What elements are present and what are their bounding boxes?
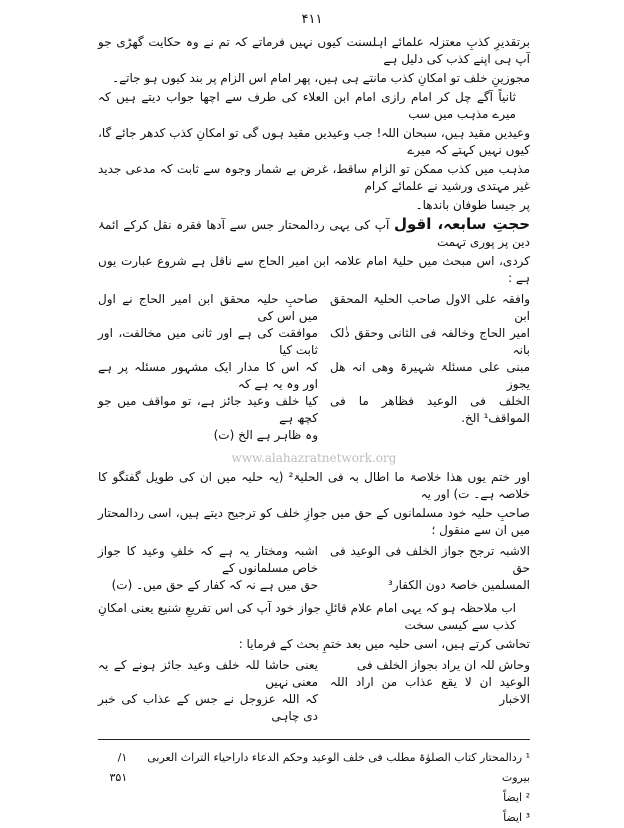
urdu-translation-line: کیا خلف وعید جائز ہے، تو مواقف میں جو کچھ ہے <box>98 394 318 425</box>
heading-line <box>98 216 530 251</box>
urdu-column <box>98 543 318 594</box>
quote-block-3 <box>98 657 530 725</box>
urdu-translation-line: وہ ظاہر ہے الخ (ت) <box>213 428 318 442</box>
arabic-column <box>330 657 530 725</box>
arabic-quote-line: الوعید ان لا یقع عذاب من اراد اللہ الاخبار <box>330 675 530 706</box>
urdu-translation-line: کہ اس کا مدار ایک مشہور مسئلہ پر ہے اور وہ یہ ہے کہ <box>98 360 318 391</box>
urdu-translation-line: صاحبِ حلیہ محقق ابن امیر الحاج نے اول میں اس کی <box>98 292 318 323</box>
quote-block-1 <box>98 291 530 444</box>
arabic-quote-line: وافقہ علی الاول صاحب الحلیۃ المحقق ابن <box>330 292 530 323</box>
urdu-column <box>98 291 318 444</box>
body-line: برتقدیرِ کذبِ معتزلہ علمائے اہلسنت کیوں نہیں فرماتے کہ تم نے وہ حکایت گھڑی جو آپ ہی اپنے کذب کی دلیل ہے <box>98 35 530 66</box>
body-line: ثانیاً آگے چل کر امام رازی امام ابن العلاء کی طرف سے اچھا جواب دیتے ہیں کہ میرے مذہب میں سب <box>98 90 516 121</box>
body-line: کردی، اس مبحث میں حلیۂ امام علامہ ابن امیر الحاج سے ناقل ہے شروع عبارت یوں ہے : <box>98 254 530 285</box>
body-line: صاحبِ حلیہ خود مسلمانوں کے حق میں جوازِ خلف کو ترجیح دیتے ہیں، اسی ردالمحتار میں ان سے منقول ؛ <box>98 506 530 537</box>
arabic-quote-line: المسلمین خاصۃ دون الکفار³ <box>388 578 530 592</box>
section-heading: حجتِ سابعہ، اقول <box>394 215 531 233</box>
urdu-translation-line: حق میں ہے نہ کہ کفار کے حق میں۔ (ت) <box>111 578 318 592</box>
footnote: ³ ایضاً <box>503 811 530 824</box>
arabic-quote-line: مبنی علی مسئلۃ شہیرۃ وھی انہ ھل یجوز <box>330 360 530 391</box>
arabic-quote-line: الاشبہ ترجح جواز الخلف فی الوعید فی حق <box>330 544 530 575</box>
watermark: www.alahazratnetwork.org <box>231 451 397 465</box>
urdu-translation-line: موافقت کی ہے اور ثانی میں مخالفت، اور ثابت کیا <box>98 326 318 357</box>
page-body <box>98 34 530 828</box>
footnote: ² ایضاً <box>503 791 530 804</box>
footnote: ¹ ردالمحتار کتاب الصلوٰۃ مطلب فی خلف الوعید وحکم الدعاء داراحیاء التراث العربی بیروت <box>147 751 530 784</box>
body-line: پر جیسا طوفان باندھا۔ <box>415 198 530 212</box>
arabic-quote-line: وحاش للہ ان یراد بجواز الخلف فی <box>356 658 530 672</box>
urdu-column <box>98 657 318 725</box>
body-line: اب ملاحظہ ہو کہ یہی امام علام قائلِ جواز خود آپ کی اس تفریعِ شنیع یعنی امکانِ کذب سے کیسی سخت <box>98 601 516 632</box>
arabic-quote-line: الخلف فی الوعید فظاھر ما فی المواقف¹ الخ. <box>330 394 530 425</box>
body-line: تحاشی کرتے ہیں، اسی حلیہ میں بعد ختمِ بحث کے فرمایا : <box>238 637 530 651</box>
body-line: مجوزینِ خلف تو امکانِ کذب مانتے ہی ہیں، پھر امام اس الزام پر بند کیوں ہو جاتے۔ <box>112 71 530 85</box>
footnote-row <box>98 748 530 788</box>
urdu-translation-line: کہ اللہ عزوجل نے جس کے عذاب کی خبر دی چاہی <box>98 692 318 723</box>
urdu-translation-line: اشبہ ومختار یہ ہے کہ خلفِ وعید کا جواز خاص مسلمانوں کے <box>98 544 318 575</box>
arabic-column <box>330 291 530 444</box>
body-line: مذہب میں کذب ممکن تو الزام ساقط، غرض بے شمار وجوہ سے ثابت کہ مدعی جدید غیر مہتدی ورشید نے علمائے کرام <box>98 162 530 193</box>
quote-block-2 <box>98 543 530 594</box>
body-line: اور ختم یوں ھذا خلاصۃ ما اطال بہ فی الحلیۃ² (یہ حلیہ میں ان کی طویل گفتگو کا خلاصہ ہے۔ ت) اور یہ <box>98 470 530 501</box>
urdu-translation-line: یعنی حاشا للہ خلف وعید جائز ہونے کے یہ معنی نہیں <box>98 658 318 689</box>
body-line: وعیدیں مقید ہیں، سبحان اللہ! جب وعیدیں مقید ہوں گی تو امکانِ کذب کدھر جائے گا، کیوں نہیں کہتے کہ میرے <box>98 126 530 157</box>
arabic-quote-line: امیر الحاج وخالفہ فی الثانی وحقق ذٰلک بانہ <box>330 326 530 357</box>
page-number: ۴۱۱ <box>301 12 323 27</box>
heading-continuation: آپ کی یہی ردالمحتار جس سے آدھا فقرہ نقل کرکے ائمۂ دین پر پوری تہمت <box>98 218 530 249</box>
footnote-divider <box>98 739 530 740</box>
arabic-column <box>330 543 530 594</box>
footnote-volume-page: ۱/ ۳۵۱ <box>109 751 128 784</box>
